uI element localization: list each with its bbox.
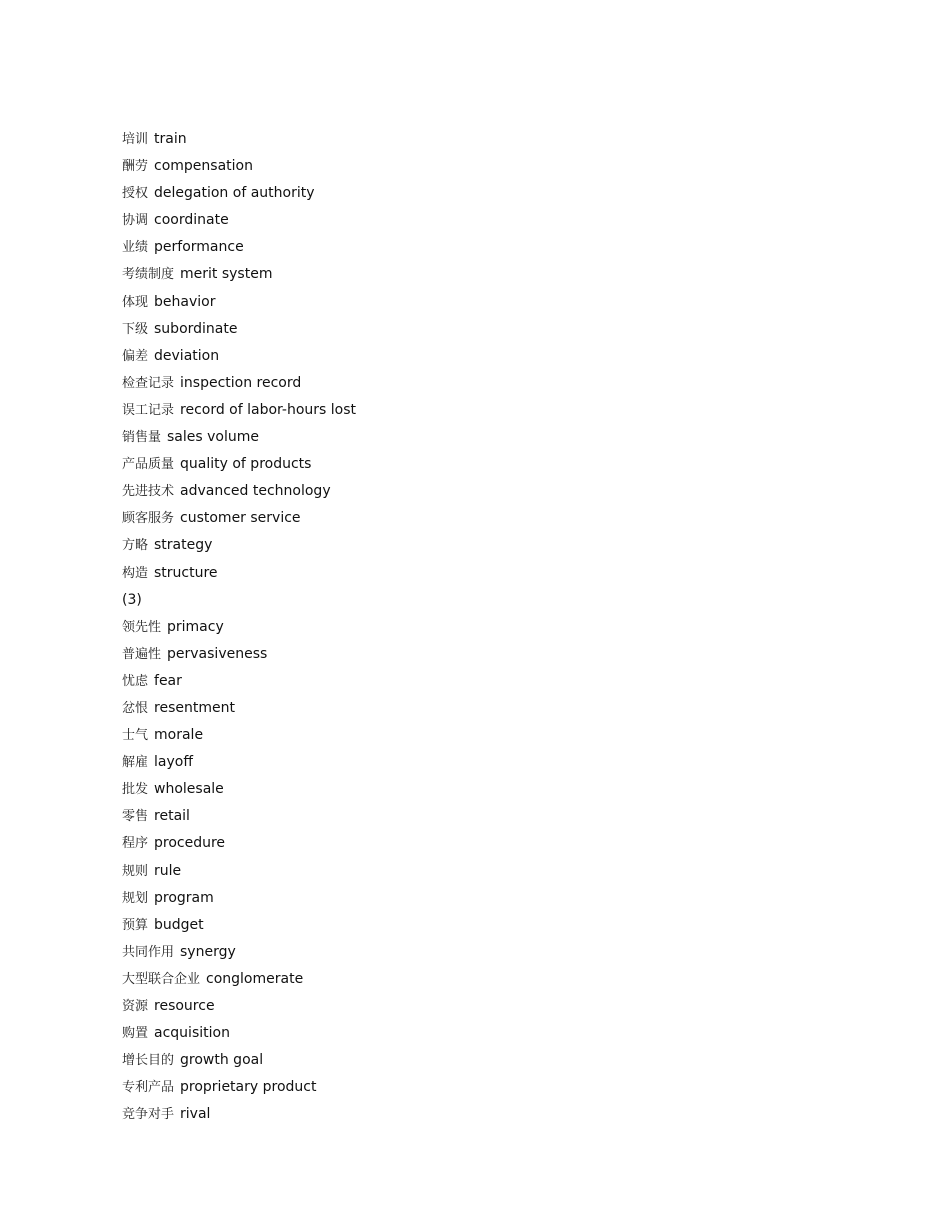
term-chinese: 检查记录 (122, 375, 175, 391)
term-english: subordinate (154, 320, 238, 337)
term-english: conglomerate (206, 970, 304, 987)
term-english: growth goal (180, 1052, 264, 1069)
glossary-entry (122, 994, 822, 1021)
term-english: synergy (180, 943, 236, 960)
glossary-entry (122, 1048, 822, 1075)
term-chinese: 增长目的 (122, 1053, 175, 1069)
term-chinese: 先进技术 (122, 484, 175, 500)
term-english: rule (154, 862, 182, 879)
term-english: wholesale (154, 781, 224, 798)
term-english: layoff (154, 754, 193, 771)
term-english: strategy (154, 537, 213, 554)
section-heading (122, 588, 822, 615)
glossary-entry (122, 1102, 822, 1129)
term-english: rival (180, 1106, 211, 1123)
glossary-entry (122, 1075, 822, 1102)
glossary-entry (122, 181, 822, 208)
glossary-entry (122, 723, 822, 750)
term-english: deviation (154, 347, 220, 364)
term-chinese: 培训 (122, 132, 149, 147)
term-chinese: 构造 (122, 565, 149, 581)
glossary-entry (122, 642, 822, 669)
term-chinese: 规则 (122, 863, 149, 879)
term-chinese: 共同作用 (122, 944, 175, 960)
term-english: customer service (180, 510, 301, 527)
glossary-entry (122, 479, 822, 506)
glossary-list (122, 127, 822, 1129)
term-english: advanced technology (180, 483, 331, 500)
glossary-entry (122, 859, 822, 886)
glossary-entry (122, 127, 822, 154)
term-english: acquisition (154, 1025, 230, 1042)
term-english: quality of products (180, 456, 312, 473)
term-english: merit system (180, 266, 273, 283)
term-english: procedure (154, 835, 226, 852)
glossary-entry (122, 1021, 822, 1048)
glossary-entry (122, 317, 822, 344)
term-chinese: 方略 (122, 538, 149, 554)
term-chinese: 大型联合企业 (122, 971, 201, 987)
glossary-entry (122, 940, 822, 967)
glossary-entry (122, 561, 822, 588)
glossary-entry (122, 886, 822, 913)
term-chinese: 协调 (122, 213, 149, 229)
glossary-entry (122, 398, 822, 425)
glossary-entry (122, 967, 822, 994)
glossary-entry (122, 669, 822, 696)
term-chinese: 购置 (122, 1026, 149, 1042)
term-chinese: 酬劳 (122, 159, 149, 175)
term-chinese: 解雇 (122, 755, 149, 771)
glossary-entry (122, 371, 822, 398)
term-english: record of labor-hours lost (180, 401, 357, 418)
term-english: budget (154, 916, 204, 933)
term-chinese: 士气 (122, 728, 149, 744)
term-english: structure (154, 564, 218, 581)
section-label: (3) (122, 591, 142, 608)
glossary-entry (122, 533, 822, 560)
term-english: resource (154, 998, 215, 1014)
term-english: performance (154, 239, 244, 256)
glossary-entry (122, 290, 822, 317)
term-english: retail (154, 808, 190, 825)
glossary-entry (122, 262, 822, 289)
term-chinese: 顾客服务 (122, 511, 175, 527)
term-chinese: 零售 (122, 809, 149, 825)
term-chinese: 偏差 (122, 348, 149, 364)
term-english: inspection record (180, 374, 302, 391)
glossary-entry (122, 452, 822, 479)
term-chinese: 预算 (122, 917, 149, 933)
glossary-entry (122, 696, 822, 723)
term-chinese: 授权 (122, 186, 149, 202)
term-english: proprietary product (180, 1079, 317, 1096)
glossary-entry (122, 235, 822, 262)
glossary-group-b (122, 615, 822, 1130)
term-chinese: 销售量 (122, 430, 162, 446)
term-chinese: 体现 (122, 294, 149, 310)
term-chinese: 批发 (122, 782, 149, 798)
term-english: fear (154, 672, 182, 689)
term-chinese: 普遍性 (122, 646, 162, 662)
term-english: primacy (167, 618, 224, 635)
term-english: morale (154, 727, 204, 744)
term-chinese: 规划 (122, 890, 149, 906)
glossary-entry (122, 344, 822, 371)
glossary-entry (122, 750, 822, 777)
term-chinese: 忿恨 (122, 700, 149, 716)
term-english: resentment (154, 699, 235, 716)
term-chinese: 领先性 (122, 619, 162, 635)
term-english: compensation (154, 158, 253, 175)
glossary-entry (122, 831, 822, 858)
term-chinese: 考绩制度 (122, 267, 175, 283)
glossary-entry (122, 804, 822, 831)
term-chinese: 程序 (122, 836, 149, 852)
term-english: delegation of authority (154, 185, 315, 202)
term-english: behavior (154, 293, 216, 310)
term-chinese: 业绩 (122, 240, 149, 256)
term-chinese: 专利产品 (122, 1080, 175, 1096)
term-chinese: 资源 (122, 999, 149, 1014)
term-chinese: 产品质量 (122, 457, 175, 473)
glossary-entry (122, 913, 822, 940)
term-english: train (154, 131, 187, 147)
glossary-group-a (122, 127, 822, 588)
term-chinese: 竞争对手 (122, 1107, 175, 1123)
term-chinese: 误工记录 (122, 402, 175, 418)
term-english: program (154, 889, 214, 906)
term-chinese: 忧虑 (122, 673, 149, 689)
glossary-entry (122, 777, 822, 804)
term-english: coordinate (154, 212, 229, 229)
glossary-entry (122, 506, 822, 533)
glossary-entry (122, 425, 822, 452)
term-chinese: 下级 (122, 321, 149, 337)
glossary-entry (122, 154, 822, 181)
glossary-entry (122, 208, 822, 235)
term-english: pervasiveness (167, 645, 268, 662)
term-english: sales volume (167, 429, 259, 446)
glossary-entry (122, 615, 822, 642)
